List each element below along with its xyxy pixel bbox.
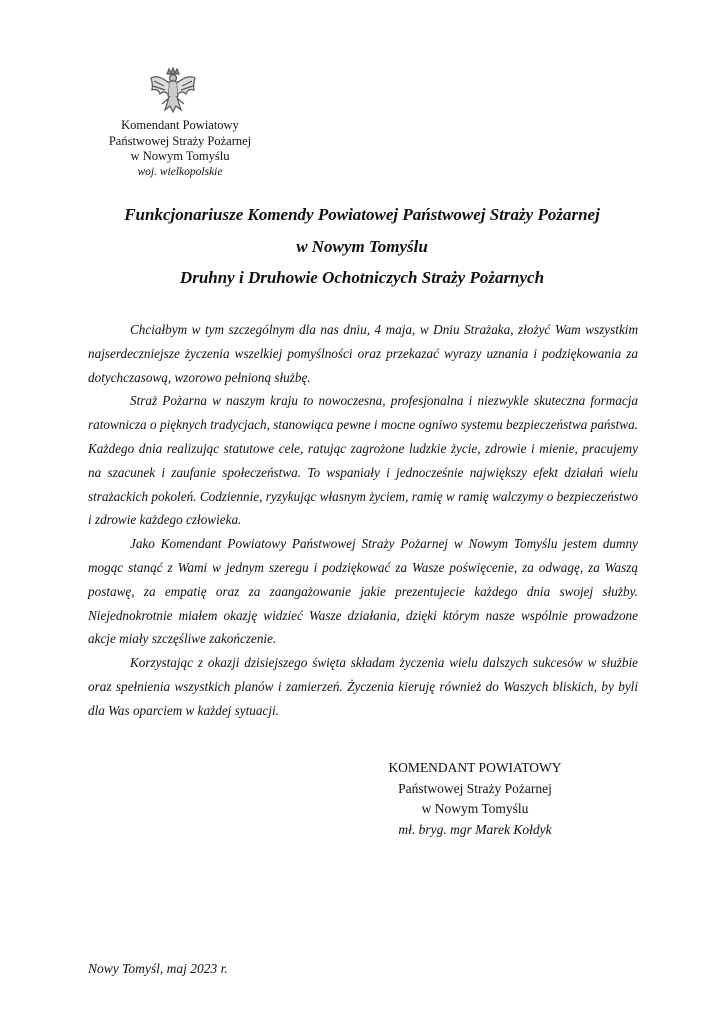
polish-eagle-icon bbox=[148, 66, 198, 118]
salutation-line-2: w Nowym Tomyślu bbox=[296, 236, 428, 256]
signature-org: Państwowej Straży Pożarnej bbox=[398, 780, 552, 796]
paragraph: Straż Pożarna w naszym kraju to nowoczesna, profesjonalna i niezwykle skuteczna formacja ratownicza o pięknych tradycjach, stanowiąca pewne i mocne ogniwo systemu bezpieczeństwa państwa. Każdego dnia realizując statutowe cele, ratując zagrożone ludzkie życie, zdrowie i mienie, pracujemy na szacunek i zaufanie społeczeństwa. To wspaniały i jednocześnie największy efekt działań wielu strażackich pokoleń. Codziennie, ryzykując własnym życiem, ramię w ramię walczymy o bezpieczeństwo i zdrowie każdego człowieka. bbox=[88, 393, 638, 528]
salutation-line-1: Funkcjonariusze Komendy Powiatowej Państwowej Straży Pożarnej bbox=[124, 205, 600, 224]
paragraph: Jako Komendant Powiatowy Państwowej Straży Pożarnej w Nowym Tomyślu jestem dumny mogąc stanąć z Wami w jednym szeregu i podziękować za Wasze poświęcenie, za odwagę, za Waszą postawę, za empatię oraz za zaangażowanie jakie prezentujecie każdego dnia swojej służby. Niejednokrotnie miałem okazję widzieć Wasze działania, dzięki którym nasze wspólnie prowadzone akcje miały szczęśliwe zakończenie. bbox=[88, 536, 638, 647]
signature-name: mł. bryg. mgr Marek Kołdyk bbox=[398, 821, 552, 837]
letter-body bbox=[88, 318, 638, 723]
salutation-line-3: Druhny i Druhowie Ochotniczych Straży Pożarnych bbox=[179, 268, 545, 287]
letterhead-line-2: Państwowej Straży Pożarnej bbox=[108, 133, 252, 148]
signature-block bbox=[370, 758, 580, 840]
paragraph: Korzystając z okazji dzisiejszego święta składam życzenia wielu dalszych sukcesów w służbie oraz spełnienia wszystkich planów i zamierzeń. Życzenia kieruję również do Waszych bliskich, by byli dla Was oparciem w każdej sytuacji. bbox=[88, 655, 638, 718]
salutation bbox=[0, 199, 724, 294]
letterhead bbox=[90, 118, 270, 180]
letterhead-line-3: w Nowym Tomyślu bbox=[130, 149, 230, 163]
paragraph: Chciałbym w tym szczególnym dla nas dniu, 4 maja, w Dniu Strażaka, złożyć Wam wszystkim najserdeczniejsze życzenia wszelkiej pomyślności oraz przekazać wyrazy uznania i podziękowania za dotychczasową, wzorowo pełnioną służbę. bbox=[88, 322, 638, 385]
letterhead-line-1: Komendant Powiatowy bbox=[121, 118, 239, 132]
signature-title: KOMENDANT POWIATOWY bbox=[388, 760, 562, 775]
place-date: Nowy Tomyśl, maj 2023 r. bbox=[88, 961, 228, 976]
signature-place: w Nowym Tomyślu bbox=[421, 801, 529, 816]
letterhead-voivodeship: woj. wielkopolskie bbox=[137, 165, 223, 178]
